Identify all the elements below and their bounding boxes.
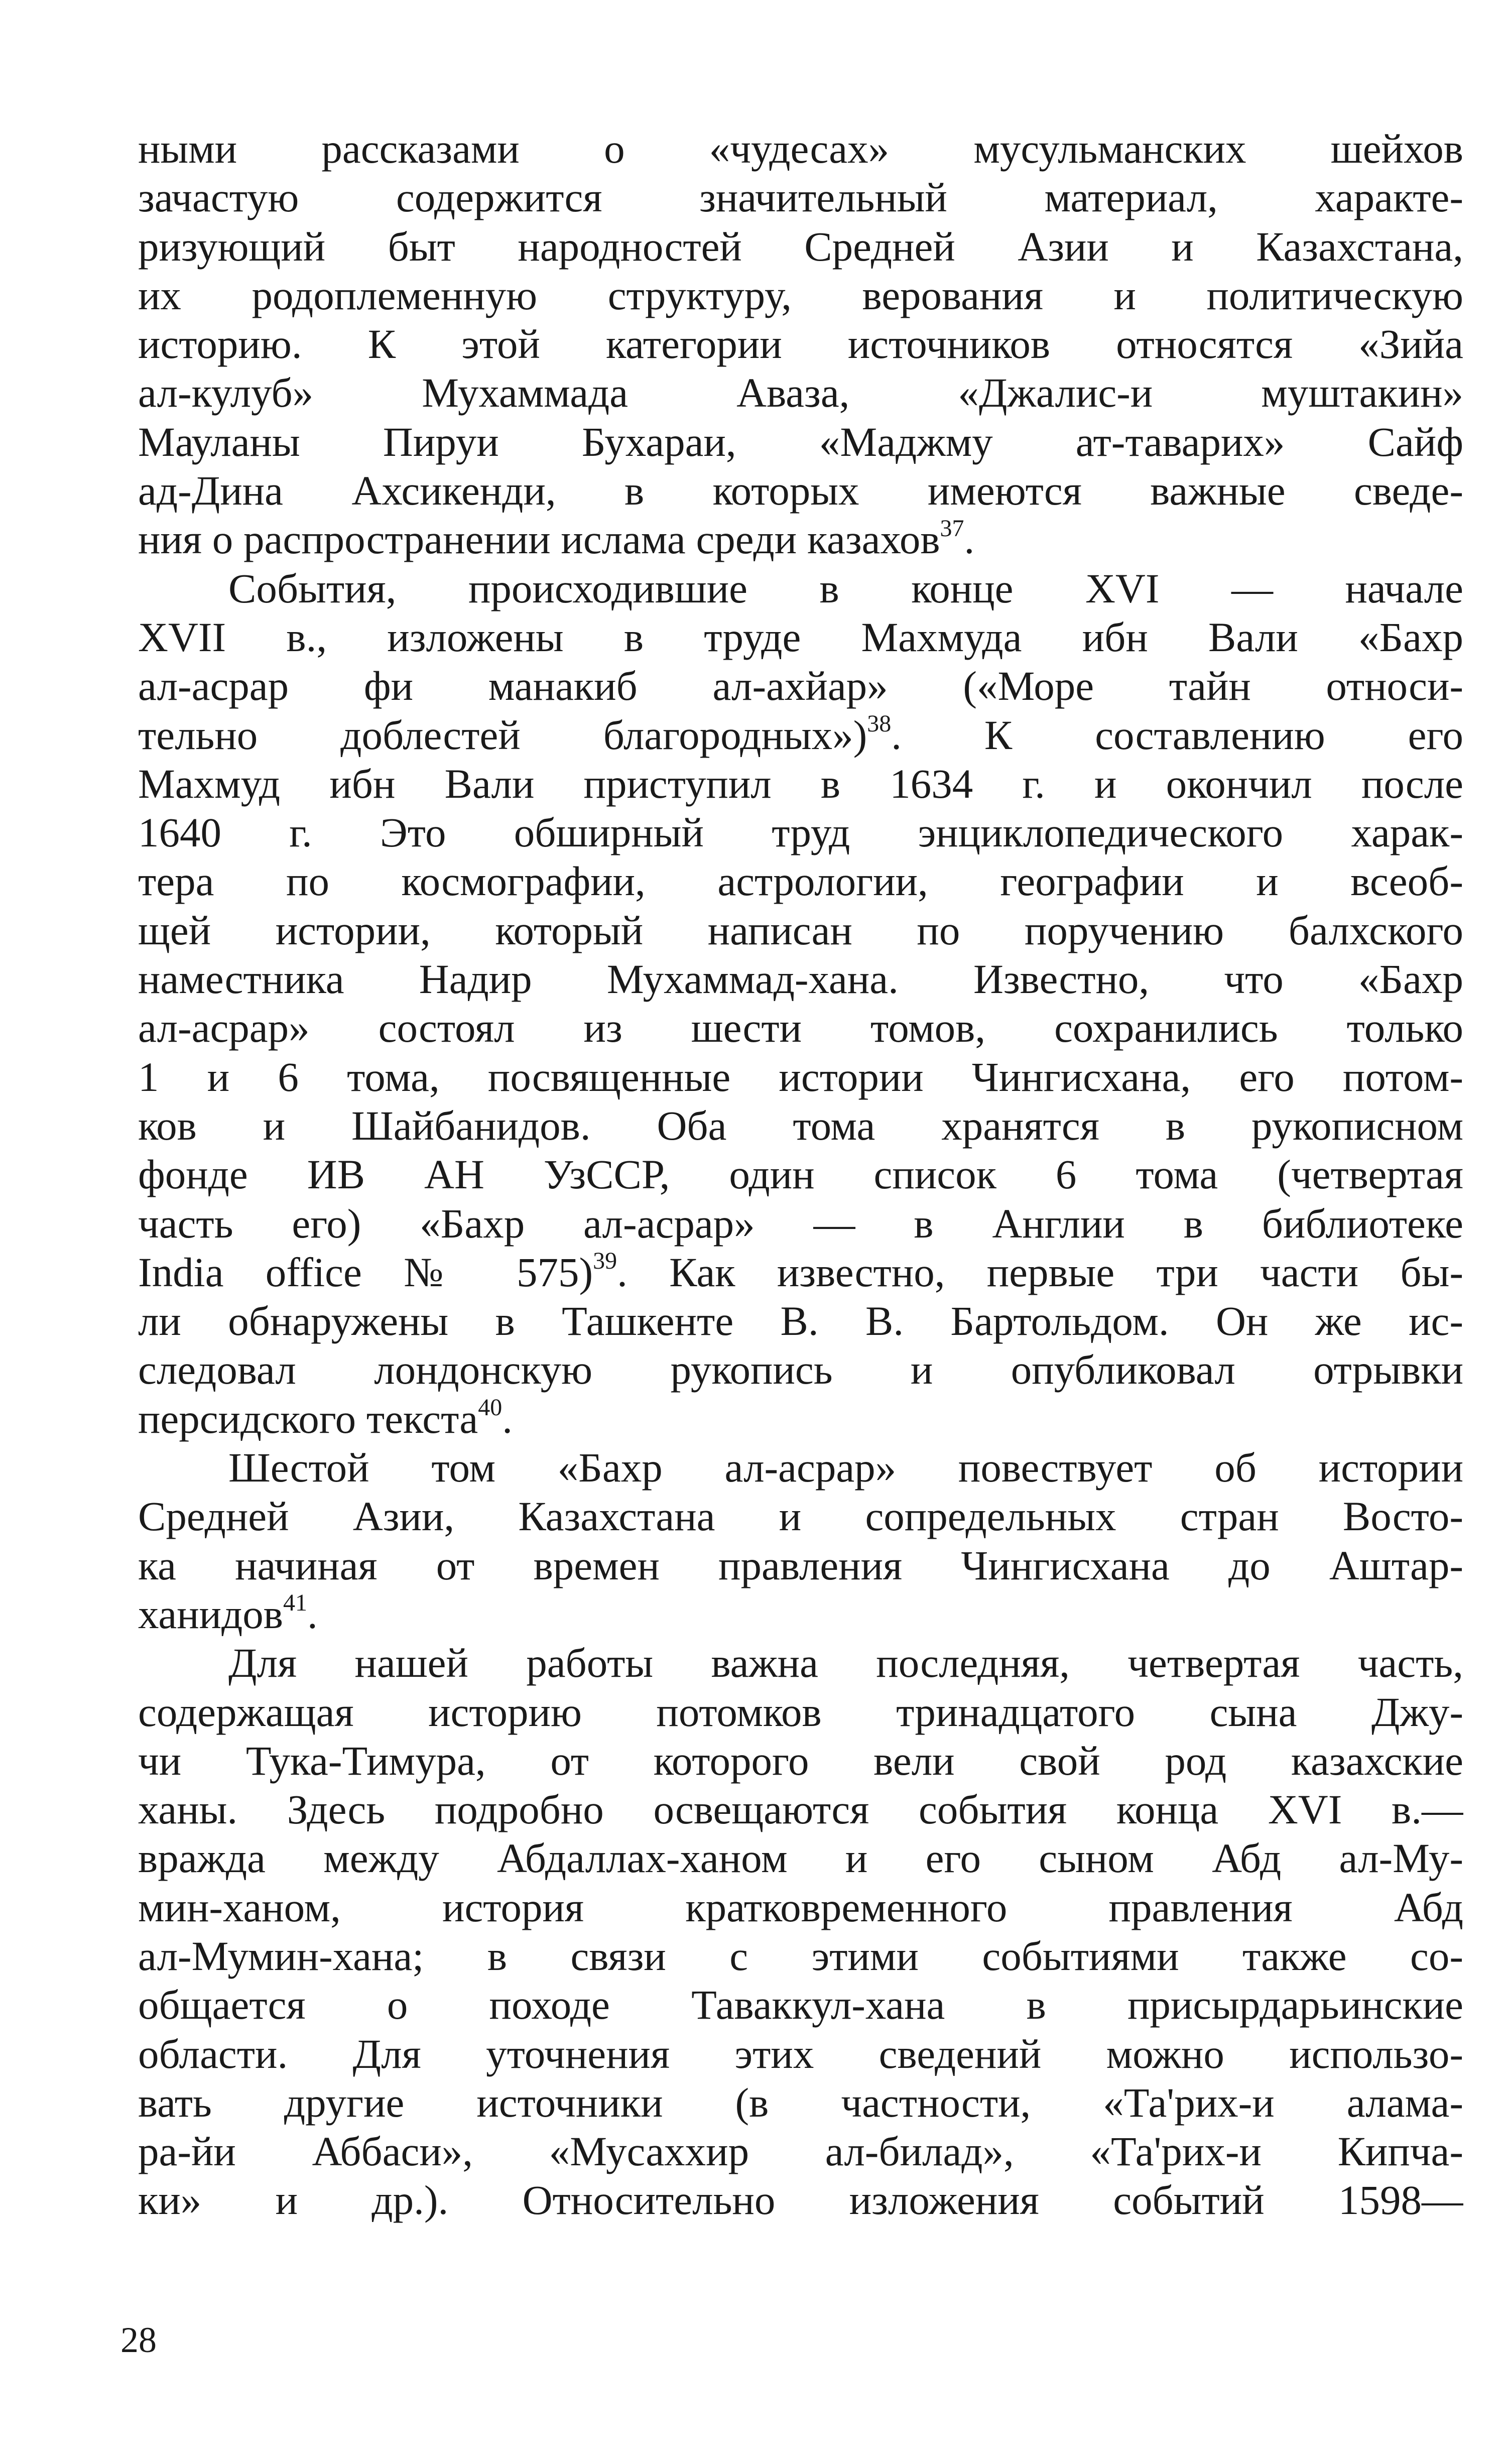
text-line — [138, 1883, 1463, 1932]
footnote-ref: 39 — [593, 1248, 617, 1275]
line-text: мин-ханом, история кратковременного правления Абд — [138, 1884, 1463, 1930]
line-text: чи Тука-Тимура, от которого вели свой род казахские — [138, 1737, 1463, 1784]
line-text: щей истории, который написан по поручению балхского — [138, 907, 1463, 953]
text-line — [138, 368, 1463, 417]
text-line — [138, 1541, 1463, 1590]
line-text: 1 и 6 тома, посвященные истории Чингисхана, его потом- — [138, 1053, 1463, 1100]
line-text: Для нашей работы важна последняя, четвертая часть, — [228, 1640, 1463, 1686]
line-text: ал-асрар» состоял из шести томов, сохранились только — [138, 1005, 1463, 1051]
text-line — [138, 613, 1463, 662]
text-line — [138, 271, 1463, 320]
line-text: India office № 575) — [138, 1249, 593, 1295]
line-tail: . Как известно, первые три части бы- — [617, 1249, 1463, 1295]
line-text: ли обнаружены в Ташкенте В. В. Бартольдом. Он же ис- — [138, 1298, 1463, 1344]
line-text: XVII в., изложены в труде Махмуда ибн Вали «Бахр — [138, 613, 1463, 660]
text-line — [138, 2176, 1463, 2225]
text-line — [138, 1785, 1463, 1834]
text-line — [138, 1932, 1463, 1981]
line-text: Средней Азии, Казахстана и сопредельных стран Восто- — [138, 1493, 1463, 1540]
line-text: Махмуд ибн Вали приступил в 1634 г. и окончил после — [138, 760, 1463, 807]
text-line — [138, 222, 1463, 271]
text-line — [138, 1101, 1463, 1150]
text-line — [138, 564, 1463, 613]
line-text: ханидов — [138, 1590, 284, 1637]
text-line — [138, 1443, 1463, 1492]
text-line — [138, 515, 1463, 564]
line-text: наместника Надир Мухаммад-хана. Известно, что «Бахр — [138, 956, 1463, 1003]
line-text: зачастую содержится значительный материал, характе- — [138, 174, 1463, 221]
text-line — [138, 1688, 1463, 1737]
line-tail: . — [964, 516, 975, 563]
line-text: историю. К этой категории источников относятся «Зийа — [138, 321, 1463, 367]
line-text: ра-йи Аббаси», «Мусаххир ал-билад», «Та'рих-и Кипча- — [138, 2128, 1463, 2175]
text-line — [138, 125, 1463, 173]
text-line — [138, 857, 1463, 906]
text-line — [138, 1199, 1463, 1248]
line-text: Мауланы Пируи Бухараи, «Маджму ат-таварих» Сайф — [138, 418, 1463, 465]
line-text: ханы. Здесь подробно освещаются события конца XVI в.— — [138, 1786, 1463, 1833]
line-text: вать другие источники (в частности, «Та'рих-и алама- — [138, 2079, 1463, 2126]
text-line — [138, 711, 1463, 760]
line-text: часть его) «Бахр ал-асрар» — в Англии в библиотеке — [138, 1200, 1463, 1247]
line-text: ки» и др.). Относительно изложения событий 1598— — [138, 2177, 1463, 2224]
text-line — [138, 1004, 1463, 1052]
text-line — [138, 1737, 1463, 1785]
text-line — [138, 418, 1463, 466]
text-line — [138, 2127, 1463, 2176]
line-text: ал-асрар фи манакиб ал-ахйар» («Море тайн относи- — [138, 663, 1463, 709]
line-text: следовал лондонскую рукопись и опубликовал отрывки — [138, 1346, 1463, 1393]
text-line — [138, 173, 1463, 222]
line-text: фонде ИВ АН УзССР, один список 6 тома (четвертая — [138, 1151, 1463, 1198]
footnote-ref: 37 — [940, 515, 964, 542]
text-line — [138, 1639, 1463, 1687]
footnote-ref: 41 — [283, 1589, 308, 1617]
text-line — [138, 2030, 1463, 2078]
line-text: ков и Шайбанидов. Оба тома хранятся в рукописном — [138, 1102, 1463, 1149]
text-line — [138, 2078, 1463, 2127]
text-line — [138, 466, 1463, 515]
line-text: Шестой том «Бахр ал-асрар» повествует об истории — [228, 1444, 1463, 1491]
text-line — [138, 955, 1463, 1004]
footnote-ref: 38 — [867, 710, 892, 737]
line-text: вражда между Абдаллах-ханом и его сыном Абд ал-Му- — [138, 1835, 1463, 1882]
text-line — [138, 1150, 1463, 1199]
line-text: ал-кулуб» Мухаммада Аваза, «Джалис-и муштакин» — [138, 369, 1463, 416]
line-tail: . К составлению его — [891, 711, 1463, 758]
text-line — [138, 1297, 1463, 1345]
text-line — [138, 1053, 1463, 1101]
line-text: содержащая историю потомков тринадцатого сына Джу- — [138, 1688, 1463, 1735]
line-text: ризующий быт народностей Средней Азии и Казахстана, — [138, 223, 1463, 270]
line-text: ал-Мумин-хана; в связи с этими событиями также со- — [138, 1932, 1463, 1979]
line-text: ад-Дина Ахсикенди, в которых имеются важные сведе- — [138, 467, 1463, 514]
text-line — [138, 1590, 1463, 1639]
line-text: ными рассказами о «чудесах» мусульманских шейхов — [138, 126, 1463, 172]
line-tail: . — [307, 1590, 318, 1637]
footnote-ref: 40 — [478, 1394, 503, 1421]
line-text: их родоплеменную структуру, верования и политическую — [138, 272, 1463, 318]
text-line — [138, 1248, 1463, 1297]
line-text: тельно доблестей благородных») — [138, 711, 867, 758]
text-line — [138, 760, 1463, 808]
text-line — [138, 1981, 1463, 2029]
line-text: тера по космографии, астрологии, географии и всеоб- — [138, 858, 1463, 905]
text-line — [138, 662, 1463, 710]
line-text: общается о походе Таваккул-хана в присырдарьинские — [138, 1982, 1463, 2028]
line-text: персидского текста — [138, 1395, 478, 1442]
line-tail: . — [502, 1395, 513, 1442]
line-text: 1640 г. Это обширный труд энциклопедического харак- — [138, 809, 1463, 856]
text-line — [138, 320, 1463, 368]
body-text — [138, 125, 1463, 2225]
line-text: ка начиная от времен правления Чингисхана до Аштар- — [138, 1542, 1463, 1588]
text-line — [138, 808, 1463, 857]
text-line — [138, 906, 1463, 955]
line-text: области. Для уточнения этих сведений можно использо- — [138, 2030, 1463, 2077]
page-number: 28 — [120, 2320, 157, 2360]
text-line — [138, 1492, 1463, 1541]
text-line — [138, 1834, 1463, 1883]
line-text: События, происходившие в конце XVI — начале — [228, 565, 1463, 611]
line-text: ния о распространении ислама среди казахов — [138, 516, 940, 563]
text-line — [138, 1345, 1463, 1394]
text-line — [138, 1395, 1463, 1443]
